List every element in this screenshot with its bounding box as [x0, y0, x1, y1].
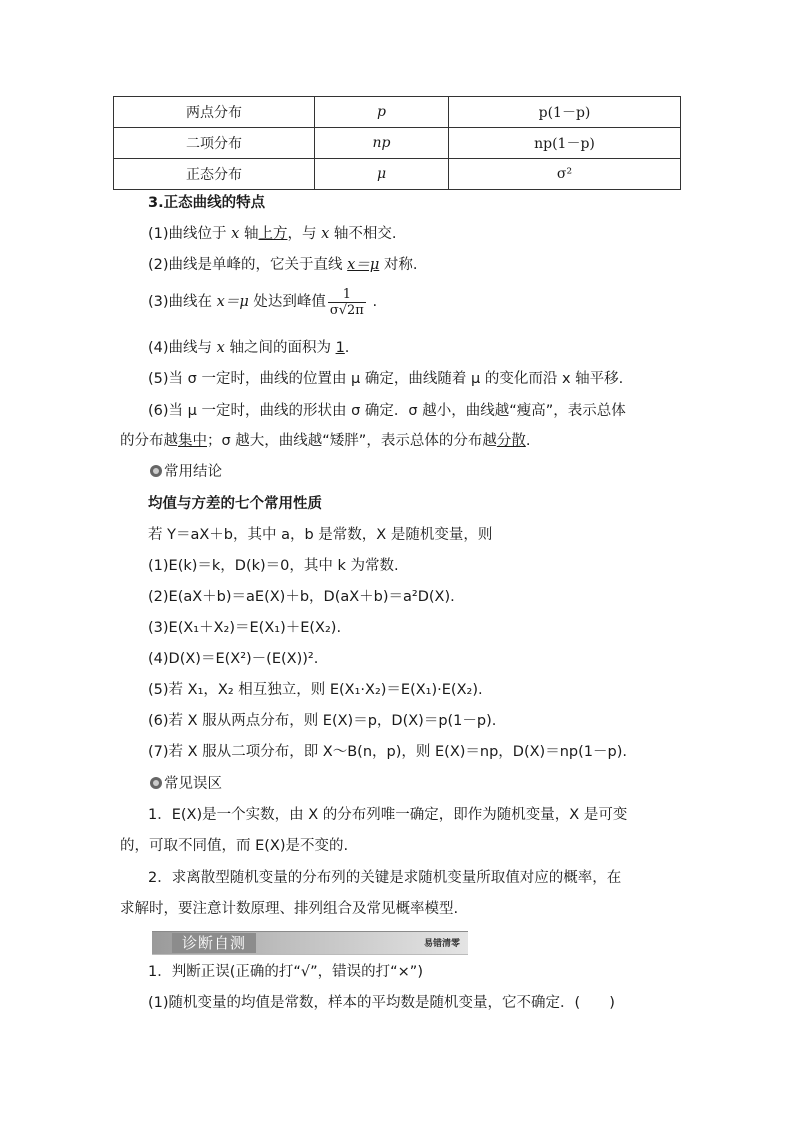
mean-cell: μ — [315, 159, 449, 190]
section-title: 常用结论 — [164, 464, 222, 480]
curve-property-5: (5)当 σ 一定时，曲线的位置由 μ 确定，曲线随着 μ 的变化而沿 x 轴平移. — [148, 371, 624, 387]
text: (4)曲线与 — [148, 340, 217, 356]
fraction-numerator: 1 — [328, 287, 366, 303]
curve-property-6-line2 — [120, 431, 680, 451]
table-row — [114, 97, 681, 128]
conclusion-item: (4)D(X)＝E(X²)－(E(X))². — [148, 651, 319, 667]
conclusion-item: (3)E(X₁＋X₂)＝E(X₁)＋E(X₂). — [148, 620, 342, 636]
answer-underline: 集中 — [178, 433, 207, 449]
section-title: 常见误区 — [164, 776, 222, 792]
table-row — [114, 159, 681, 190]
text: . — [367, 294, 378, 310]
fraction-denominator: σ√2π — [329, 302, 364, 318]
curve-property-3 — [148, 282, 708, 322]
conclusion-item: (5)若 X₁，X₂ 相互独立，则 E(X₁·X₂)＝E(X₁)·E(X₂). — [148, 682, 483, 698]
text: 轴 — [239, 226, 259, 242]
peak-fraction — [328, 287, 366, 318]
dist-name-cell: 正态分布 — [114, 159, 315, 190]
dist-name-cell: 二项分布 — [114, 128, 315, 159]
curve-property-2 — [148, 255, 708, 275]
conclusions-section-title — [150, 462, 222, 482]
curve-property-1 — [148, 224, 708, 244]
text: (2)曲线是单峰的，它关于直线 — [148, 257, 348, 273]
curve-property-4 — [148, 338, 708, 358]
question-1-item-1: (1)随机变量的均值是常数，样本的平均数是随机变量，它不确定．( ) — [148, 995, 615, 1011]
text: . — [344, 340, 350, 356]
curve-property-6-line1: (6)当 μ 一定时，曲线的形状由 σ 确定．σ 越小，曲线越“瘦高”，表示总体 — [148, 403, 626, 419]
mistake-1-line1: 1．E(X)是一个实数，由 X 的分布列唯一确定，即作为随机变量，X 是可变 — [148, 807, 628, 823]
text: 对称. — [379, 257, 418, 273]
answer-underline: 1 — [335, 340, 345, 356]
text: 处达到峰值 — [248, 294, 326, 310]
mean-cell: np — [315, 128, 449, 159]
text: 轴之间的面积为 — [224, 340, 336, 356]
conclusion-item: (2)E(aX＋b)＝aE(X)＋b，D(aX＋b)＝a²D(X). — [148, 589, 455, 605]
variance-cell: np(1－p) — [449, 128, 681, 159]
math: x＝μ — [216, 294, 249, 310]
text: ；σ 越大，曲线越“矮胖”，表示总体的分布越 — [207, 433, 497, 449]
answer-underline: 上方 — [258, 226, 288, 242]
var-x: x — [231, 226, 240, 242]
mean-cell: p — [315, 97, 449, 128]
answer-underline: 分散 — [496, 433, 526, 449]
table-row — [114, 128, 681, 159]
text: 的分布越 — [120, 433, 178, 449]
banner-subtitle: 易错清零 — [423, 939, 460, 949]
curve-heading: 3.正态曲线的特点 — [148, 195, 266, 211]
diagnosis-banner — [152, 931, 468, 955]
conclusion-item: (6)若 X 服从两点分布，则 E(X)＝p，D(X)＝p(1－p). — [148, 713, 497, 729]
mistake-2-line2: 求解时，要注意计数原理、排列组合及常见概率模型. — [120, 901, 459, 917]
variance-cell: σ² — [449, 159, 681, 190]
text: ，与 — [287, 226, 322, 242]
banner-title: 诊断自测 — [172, 933, 256, 953]
conclusions-subtitle: 均值与方差的七个常用性质 — [148, 496, 322, 512]
conclusion-item: (1)E(k)＝k，D(k)＝0，其中 k 为常数. — [148, 558, 399, 574]
variance-cell: p(1－p) — [449, 97, 681, 128]
mistake-1-line2: 的，可取不同值，而 E(X)是不变的. — [120, 838, 349, 854]
conclusion-item: (7)若 X 服从二项分布，即 X～B(n，p)，则 E(X)＝np，D(X)＝np(1－p). — [148, 744, 627, 760]
conclusions-intro: 若 Y＝aX＋b，其中 a，b 是常数，X 是随机变量，则 — [148, 527, 493, 543]
text: (1)曲线位于 — [148, 226, 232, 242]
question-1: 1．判断正误(正确的打“√”，错误的打“×”) — [148, 964, 423, 980]
distribution-table — [113, 96, 681, 190]
var-x: x — [216, 340, 225, 356]
mistake-2-line1: 2．求离散型随机变量的分布列的关键是求随机变量所取值对应的概率，在 — [148, 870, 622, 886]
dist-name-cell: 两点分布 — [114, 97, 315, 128]
text: . — [525, 433, 531, 449]
answer-underline: x＝μ — [347, 257, 380, 273]
text: 轴不相交. — [329, 226, 397, 242]
text: (3)曲线在 — [148, 294, 217, 310]
bullet-icon — [150, 777, 162, 789]
bullet-icon — [150, 465, 162, 477]
mistakes-section-title — [150, 774, 222, 794]
var-x: x — [321, 226, 330, 242]
